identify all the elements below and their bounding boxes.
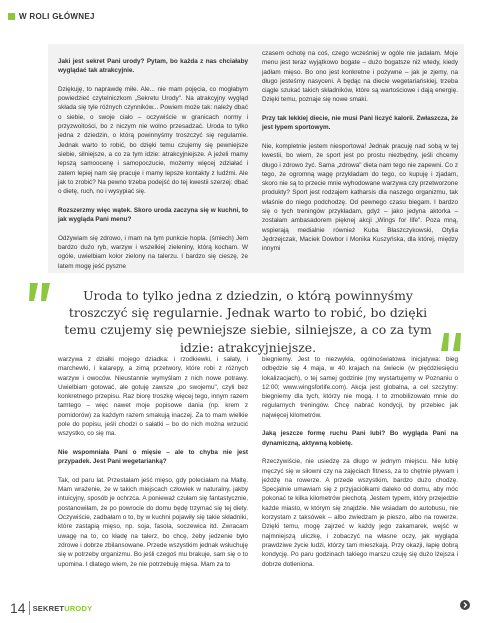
answer-4-continued: biegniemy. Jest to niezwykła, ogólnoświatowa inicjatywa: bieg odbędzie się 4 maja, w 40 krajach na świecie (w pięćdziesięciu lokalizacjach), o tej samej godzinie (my wystartujemy w Poznaniu o 12:00; www.wingsforlife.com). Akcja jest globalna, a cel szczytny: biegniemy dla tych, którzy nie mogą. I to zmobilizowało mnie do regularnych treningów. Chcę nabrać kondycji, by przebiec jak najwięcej kilometrów. bbox=[262, 356, 458, 419]
interview-column-top-left bbox=[58, 57, 248, 271]
quote-open-icon bbox=[28, 281, 54, 303]
interview-column-bottom-right bbox=[262, 355, 458, 569]
section-header bbox=[8, 10, 95, 22]
green-square-icon bbox=[8, 13, 15, 20]
answer-3-start: Tak, od paru lat. Przestałam jeść mięso, gdy poleciałam na Maltę. Mam wrażenie, że w takich miejscach człowiek w naturalny, jakby intuicyjny, sposób je ochrzca. A ponieważ czułam się fantastycznie, postanowiłam, że po powrocie do domu będę trzymać się tej diety. Oczywiście, zadbałam o to, by w kuchni pojawiły się takie składniki, które zastąpią mięso, np. soja, fasola, soczewica itd. Zwracam uwagę na to, co kładę na talerz, bo chcę, żeby jedzenie było zdrowe i dobrze zbilansowane. Przede wszystkim jednak wsłuchuję się w potrzeby organizmu. Bo jeśli czegoś mu brakuje, sam się o to upomina. I dlatego wiem, że nie potrzebuję mięsa. Mam za to bbox=[58, 476, 248, 568]
pull-quote: Uroda to tylko jedna z dziedzin, o którą powinnyśmy troszczyć się regularnie. Jednak warto to robić, bo dzięki temu czujemy się pewniejsze siebie, silniejsze, a co za tym idzie: atrakcyjniejsze. bbox=[64, 288, 432, 355]
page-number: 14 bbox=[10, 600, 26, 616]
answer-4-start: Nie, kompletnie jestem niesportowa! Jednak pracuję nad sobą w tej kwestii, bo wiem, że sport jest po prostu niezbędny, jeśli chcemy długo i zdrowo żyć. Sama „zdrowa" dieta nam tego nie zapewni. Co z tego, że ogromną wagę przykładam do tego, co kupuję i zjadam, skoro nie są to przecie mnie wyhodowane warzywa czy przetworzone produkty? Sport jest rodzajem katharsis dla naszego organizmu, tak właśnie do niego podchodzę. Od pewnego czasu biegam. I bardzo się o tych treningów przykładam, gdyż – jako jedyna aktorka – zostałam ambasadorem pięknej akcji „Wings for life". Poza mną, wspierają medialnie również Kuba Błaszczykowski, Otylia Jędrzejczak, Maciek Dowbor i Monika Kuszyńska, dla której, między innymi bbox=[262, 142, 458, 253]
interview-column-top-right bbox=[262, 49, 458, 254]
footer-divider bbox=[29, 601, 30, 615]
answer-3-continued: czasem ochotę na coś, czego wcześniej w ogóle nie jadałam. Moje menu jest teraz wyjątkowo bogate – dużo bogatsze niż wtedy, kiedy jadłam mięso. Bo ono jest konkretne i pożywne – jak je zjemy, na długo jesteśmy nasyceni. A będąc na diecie wegetariańskiej, trzeba ciągle szukać takich składników, które są wartościowe i dają energię. Dzięki temu, poznaje się nowe smaki. bbox=[262, 50, 458, 104]
magazine-name: SEKRET bbox=[32, 603, 65, 613]
question-2: Rozszerzmy więc wątek. Skoro uroda zaczyna się w kuchni, to jak wygląda Pani menu? bbox=[58, 206, 248, 224]
answer-2-start: Odżywiam się zdrowo, i mam na tym punkcie hopla. (śmiech) Jem bardzo dużo ryb, warzyw i wszelkiej zieleniny, którą kocham. W ogóle, uwielbiam kolor zielony na talerzu. I bardzo się cieszę, że latem mogę jeść pyszne bbox=[58, 234, 248, 270]
question-4: Przy tak lekkiej diecie, nie musi Pani liczyć kalorii. Zwłaszcza, że jest łypem sportowym. bbox=[262, 115, 458, 132]
page-footer bbox=[10, 599, 92, 617]
question-3: Nie wspomniała Pani o mięsie – ale to chyba nie jest przypadek. Jest Pani wegetarianką? bbox=[58, 448, 248, 466]
question-1: Jaki jest sekret Pani urody? Pytam, bo każda z nas chciałaby wyglądać tak atrakcyjnie. bbox=[58, 58, 248, 75]
section-title: W ROLI GŁÓWNEJ bbox=[19, 11, 95, 21]
quote-close-icon bbox=[440, 331, 466, 353]
arrow-circle-icon[interactable] bbox=[460, 600, 470, 610]
answer-1: Dziękuję, to naprawdę miłe. Ale... nie mam pojęcia, co mogłabym powiedzieć czytelniczkom „Sekretu Urody". Na atrakcyjny wygląd składa się tyle różnych czynników... Powiem może tak: należy dbać o siebie, o swoje ciało – oczywiście w granicach normy i przyzwoitości, bo z niczym nie wolno przesadzać. Uroda to tylko jedna z dziedzin, o którą powinnyśmy troszczyć się regularnie. Jednak warto to robić, bo dzięki temu czujemy się pewniejsze siebie, silniejsze, a co za tym idzie: atrakcyjniejsze. A jeżeli mamy lepszą samoocenę i samopoczucie, możemy więcej zdziałać i zatem lepiej nam się pracuje i mamy lepsze kontakty z ludźmi. Ale jak to zrobić? Na pewno trzeba podejść do tej kwestii szerzej: dbać o dietę, ruch, no i wysypiać się. bbox=[58, 85, 248, 196]
magazine-name-accent: URODY bbox=[64, 603, 93, 613]
question-5: Jaką jeszcze formę ruchu Pani lubi? Bo wygląda Pani na dynamiczną, aktywną kobietę. bbox=[262, 430, 458, 447]
answer-5: Rzeczywiście, nie usiedzę za długo w jednym miejscu. Nie lubię męczyć się w siłowni czy na zajęciach fitness, za to chętnie pływam i jeżdżę na rowerze. A przede wszystkim, bardzo dużo chodzę. Specjalnie umawiam się z przyjaciółkami daleko od domu, aby móc pokonać te kilka kilometrów piechotą. Jestem typem, który przejedzie każde miasto, w którym się znajdzie. Nie wsiadam do autobusu, nie korzystam z taksówek – albo zwiedzam je pieszo, albo na rowerze. Dzięki temu, mogę zajrzeć w każdy jego zakamarek, wejść w najmniejszą uliczkę, i zobaczyć na własne oczy, jak wygląda prawdziwe życie ludzi, którzy tam mieszkają. Przy okazji, łapię dobrą kondycję. Po paru godzinach takiego marszu czuję się dużo lżejsza i dobrze dotleniona. bbox=[262, 458, 458, 568]
answer-2-continued: warzywa z działki mojego dziadka: i rzodkiewki, i sałaty, i marchewki, i kalarepy, a zimą przetwory, które robi z różnych warzyw i owoców. Nieustannie wymyślam z nich nowe potrawy. Uwielbiam gotować, ale gotuję zawsze „po swojemu", czyli bez konkretnego przepisu. Raz biorę troszkę więcej tego, innym razem tamtego – więc nawet moje popisowe dania (np. krem z pomidorów) za każdym razem smakują inaczej. Za to mam wielkie pole do popisu, jeśli chodzi o sałatki – bo do nich można wrzucić wszystko, co się ma. bbox=[58, 356, 248, 438]
interview-column-bottom-left bbox=[58, 355, 248, 569]
